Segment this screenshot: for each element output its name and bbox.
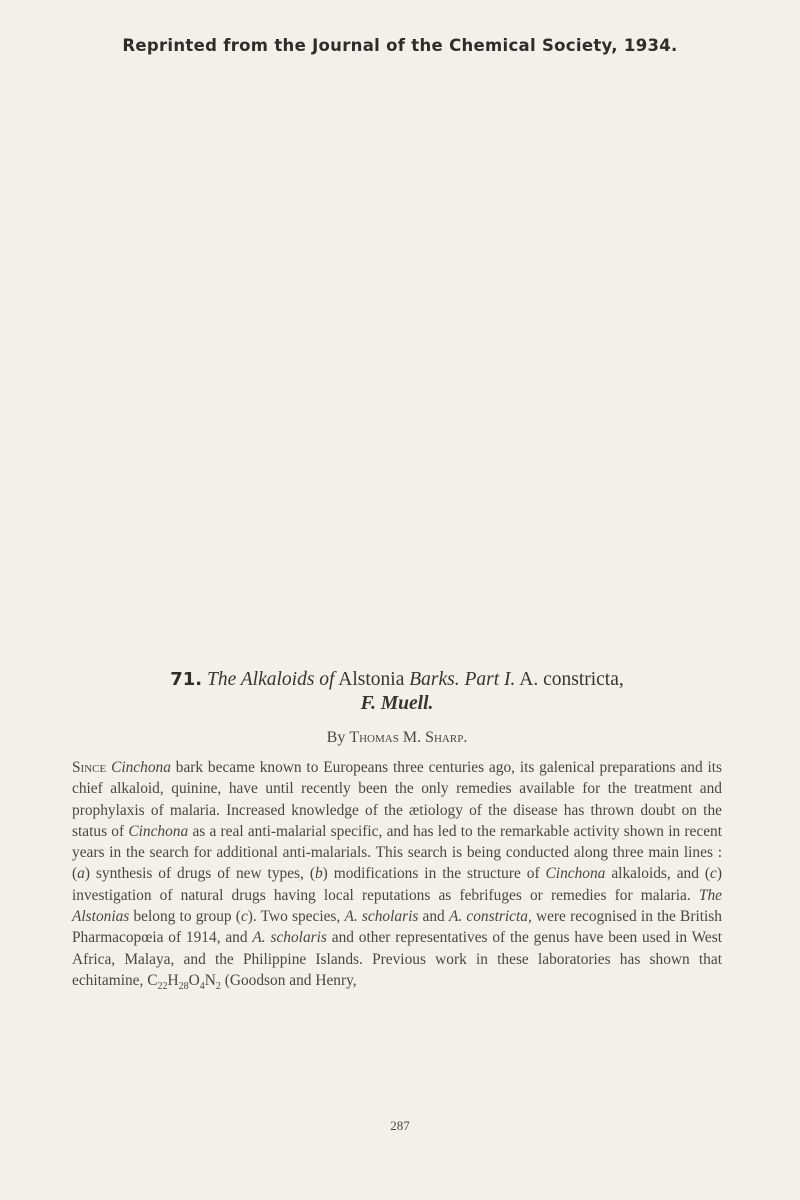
byline-prefix: By [326,729,346,746]
italic-term: The Alstonias [72,886,722,926]
italic-letter: c [240,908,248,926]
italic-term: Cinchona [128,822,189,840]
article-title [72,668,722,692]
byline [72,729,722,747]
text-run: belong to group ( [133,908,241,926]
title-italic-part: The Alkaloids of [207,669,335,690]
title-authority: F. Muell. [360,693,434,714]
formula-element: O [188,971,200,989]
italic-term: A. scholaris [252,929,327,947]
text-run: and [422,908,445,926]
lead-word: Since [72,759,107,776]
formula-element: N [204,971,216,989]
author-name: Thomas M. Sharp. [349,729,468,746]
italic-letter: c [710,865,717,883]
italic-term: Cinchona [111,759,171,776]
formula-subscript: 2 [215,981,221,993]
italic-term: A. scholaris [344,908,419,926]
title-genus: Alstonia [338,669,405,690]
text-run: (Goodson and Henry, [224,971,357,989]
text-run: bark became known to Europeans three centuries ago, its galenical preparations and its chief alkaloid, quinine, have until recently been the only remedies available for the treatment and prophylaxis of malaria. Increased knowledge of the ætiology of the disease has thrown doubt on the status of [72,759,722,840]
article [72,668,722,991]
formula-subscript: 28 [178,981,189,993]
title-species: A. constricta, [519,669,624,690]
text-run: and other representatives of the genus have been used in West Africa, Malaya, and the Philippine Islands. Previous work in these laboratories has shown that echitamine, C [72,929,722,989]
title-part: Part I. [464,669,516,690]
formula-subscript: 4 [199,981,205,993]
italic-term: Cinchona [545,865,606,883]
italic-term: A. constricta, [448,908,532,926]
text-run: ) synthesis of drugs of new types, ( [84,865,315,883]
body-paragraph [72,757,722,991]
text-run: as a real anti-malarial specific, and has led to the remarkable activity shown in recent years in the search for additional anti-malarials. This search is being conducted along three main lines : ( [72,822,723,883]
article-number: 71. [170,669,203,690]
text-run: ). Two species, [247,908,341,926]
formula-subscript: 22 [157,981,168,993]
text-run: were recognised in the British Pharmacopœia of 1914, and [72,908,722,947]
text-run: ) modifications in the structure of [322,865,540,883]
italic-letter: b [314,865,323,883]
reprint-notice: Reprinted from the Journal of the Chemical Society, 1934. [122,36,678,55]
text-run: ) investigation of natural drugs having local reputations as febrifuges or remedies for malaria. [72,865,722,904]
page-number: 287 [390,1118,410,1133]
italic-letter: a [77,865,85,883]
text-run: alkaloids, and ( [611,865,710,883]
title-barks: Barks. [409,669,460,690]
formula-element: H [167,971,179,989]
